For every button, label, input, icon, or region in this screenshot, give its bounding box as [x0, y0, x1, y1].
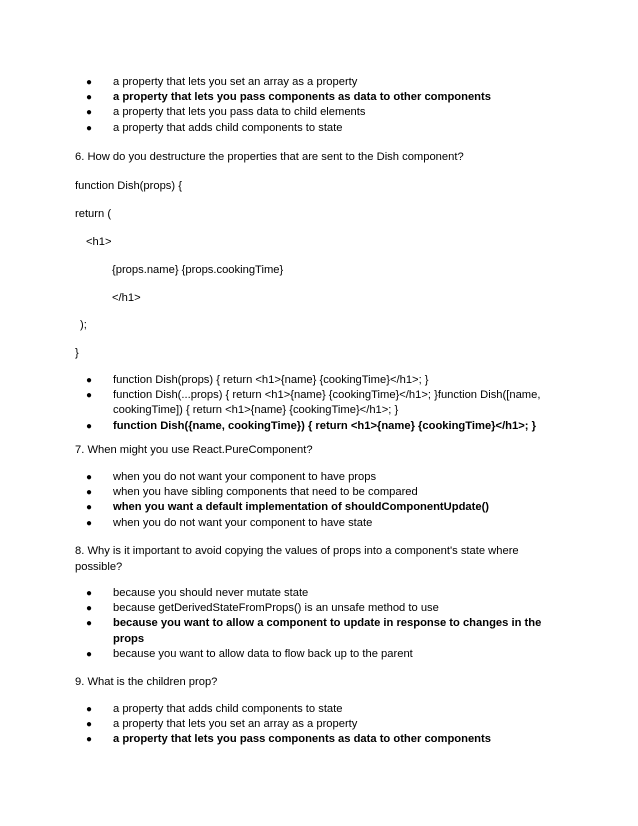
code-line: ); — [80, 319, 87, 331]
option-text: a property that adds child components to state — [113, 703, 343, 715]
option-text: when you do not want your component to have state — [113, 516, 373, 529]
code-line: return ( — [75, 208, 112, 220]
code-line: {props.name} {props.cookingTime} — [112, 264, 284, 276]
question-6: 6. How do you destructure the properties that are sent to the Dish component? — [75, 151, 464, 163]
list-item — [0, 470, 560, 485]
bullet-icon: ● — [86, 734, 93, 746]
list-item-correct — [0, 419, 560, 434]
list-item — [0, 647, 560, 662]
bullet-icon: ● — [86, 719, 93, 731]
option-text: a property that lets you set an array as a property — [113, 718, 358, 731]
option-text: because you want to allow data to flow back up to the parent — [113, 647, 413, 660]
option-text: function Dish(...props) { return <h1>{name} {cookingTime}</h1>; }function Dish([name, cookingTime]) { return <h1>{name} {cookingTime}</h1>; } — [113, 389, 541, 417]
bullet-icon: ● — [86, 603, 93, 615]
bullet-icon: ● — [86, 487, 93, 499]
list-item — [0, 702, 560, 717]
code-line: function Dish(props) { — [75, 180, 182, 192]
bullet-icon: ● — [86, 375, 93, 386]
bullet-icon: ● — [86, 502, 93, 514]
list-item — [0, 485, 560, 500]
option-text: when you do not want your component to have props — [113, 471, 377, 483]
code-line: </h1> — [112, 292, 141, 304]
code-line: <h1> — [86, 236, 112, 248]
list-item — [0, 601, 560, 616]
list-item — [0, 516, 560, 531]
bullet-icon: ● — [86, 92, 93, 104]
list-item-correct — [0, 616, 563, 646]
bullet-icon: ● — [86, 77, 93, 88]
list-item — [0, 75, 560, 90]
list-item-correct — [0, 500, 560, 515]
q6-options — [0, 373, 560, 434]
option-text: a property that lets you pass data to child elements — [113, 106, 366, 119]
list-item-correct — [0, 90, 560, 105]
bullet-icon: ● — [86, 107, 93, 119]
list-item-correct — [0, 732, 560, 747]
bullet-icon: ● — [86, 420, 93, 432]
list-item — [0, 105, 560, 120]
option-text: a property that lets you pass components as data to other components — [113, 733, 491, 746]
question-9: 9. What is the children prop? — [75, 676, 218, 688]
bullet-icon: ● — [86, 588, 93, 599]
question-8-line-2: possible? — [75, 561, 123, 573]
bullet-icon: ● — [86, 122, 93, 134]
bullet-icon: ● — [86, 648, 93, 660]
list-item — [0, 388, 563, 418]
question-7: 7. When might you use React.PureComponent? — [75, 444, 313, 456]
option-text: because getDerivedStateFromProps() is an unsafe method to use — [113, 602, 439, 615]
bullet-icon: ● — [86, 390, 93, 402]
option-text: function Dish({name, cookingTime}) { return <h1>{name} {cookingTime}</h1>; } — [113, 419, 536, 432]
list-item — [0, 373, 560, 388]
option-text: because you should never mutate state — [113, 587, 309, 599]
option-text: function Dish(props) { return <h1>{name} {cookingTime}</h1>; } — [113, 374, 429, 386]
q7-options — [0, 470, 560, 531]
bullet-icon: ● — [86, 472, 93, 483]
code-line: } — [75, 347, 79, 359]
q5-options — [0, 75, 560, 136]
option-text: a property that lets you set an array as a property — [113, 76, 358, 88]
list-item — [0, 586, 560, 601]
bullet-icon: ● — [86, 618, 93, 630]
list-item — [0, 121, 560, 136]
option-text: because you want to allow a component to update in response to changes in the props — [113, 617, 542, 645]
q8-options — [0, 586, 560, 662]
option-text: when you want a default implementation of shouldComponentUpdate() — [113, 501, 490, 514]
q9-options — [0, 702, 560, 748]
option-text: when you have sibling components that need to be compared — [113, 486, 418, 499]
bullet-icon: ● — [86, 517, 93, 529]
list-item — [0, 717, 560, 732]
bullet-icon: ● — [86, 704, 93, 715]
option-text: a property that lets you pass components as data to other components — [113, 91, 491, 104]
question-8-line-1: 8. Why is it important to avoid copying the values of props into a component's state where — [75, 545, 519, 557]
option-text: a property that adds child components to state — [113, 121, 343, 134]
